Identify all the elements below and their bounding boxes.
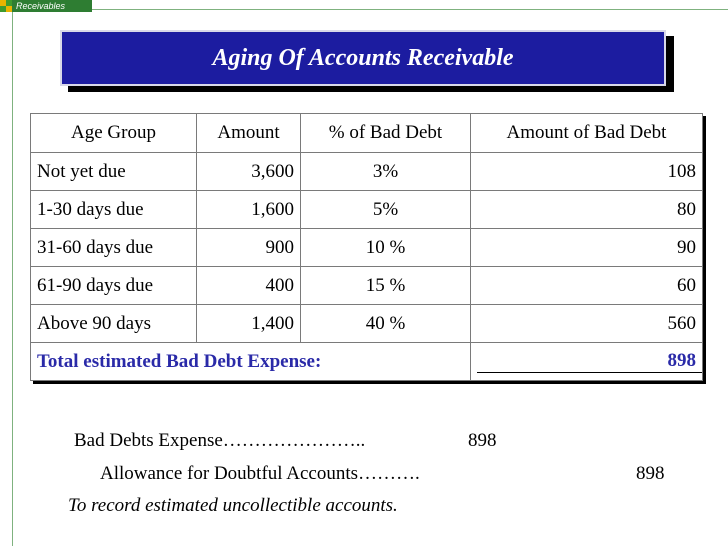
section-tag: Receivables xyxy=(12,0,92,12)
total-cell xyxy=(471,343,703,381)
cell-age: 61-90 days due xyxy=(31,267,197,305)
table-row xyxy=(31,191,703,229)
title-banner xyxy=(60,30,666,86)
table-row xyxy=(31,229,703,267)
left-rule xyxy=(12,12,13,546)
cell-pct: 5% xyxy=(301,191,471,229)
cell-amount: 1,400 xyxy=(197,305,301,343)
cell-bad-debt: 560 xyxy=(471,305,703,343)
header-strip xyxy=(0,0,728,12)
total-label: Total estimated Bad Debt Expense: xyxy=(31,343,471,381)
total-row xyxy=(31,343,703,381)
entry-note: To record estimated uncollectible accounts. xyxy=(68,495,398,516)
cell-bad-debt: 90 xyxy=(471,229,703,267)
col-header-pct-bad-debt: % of Bad Debt xyxy=(301,114,471,153)
cell-pct: 3% xyxy=(301,153,471,191)
table-header-row xyxy=(31,114,703,153)
table-row xyxy=(31,267,703,305)
debit-account: Bad Debts Expense………………….. xyxy=(74,430,366,451)
cell-pct: 15 % xyxy=(301,267,471,305)
debit-amount: 898 xyxy=(468,430,497,451)
cell-age: 31-60 days due xyxy=(31,229,197,267)
cell-amount: 400 xyxy=(197,267,301,305)
aging-table xyxy=(30,113,703,381)
header-rule xyxy=(92,9,728,10)
cell-amount: 3,600 xyxy=(197,153,301,191)
table-row xyxy=(31,153,703,191)
total-value: 898 xyxy=(477,350,702,373)
cell-age: Not yet due xyxy=(31,153,197,191)
col-header-amount: Amount xyxy=(197,114,301,153)
cell-amount: 1,600 xyxy=(197,191,301,229)
page-title: Aging Of Accounts Receivable xyxy=(212,44,514,71)
credit-amount: 898 xyxy=(636,463,665,484)
cell-amount: 900 xyxy=(197,229,301,267)
cell-age: Above 90 days xyxy=(31,305,197,343)
cell-pct: 40 % xyxy=(301,305,471,343)
cell-age: 1-30 days due xyxy=(31,191,197,229)
credit-account: Allowance for Doubtful Accounts………. xyxy=(100,463,420,484)
cell-bad-debt: 80 xyxy=(471,191,703,229)
table-row xyxy=(31,305,703,343)
cell-bad-debt: 108 xyxy=(471,153,703,191)
cell-bad-debt: 60 xyxy=(471,267,703,305)
logo-icon xyxy=(0,0,12,12)
col-header-amount-bad-debt: Amount of Bad Debt xyxy=(471,114,703,153)
cell-pct: 10 % xyxy=(301,229,471,267)
col-header-age-group: Age Group xyxy=(31,114,197,153)
